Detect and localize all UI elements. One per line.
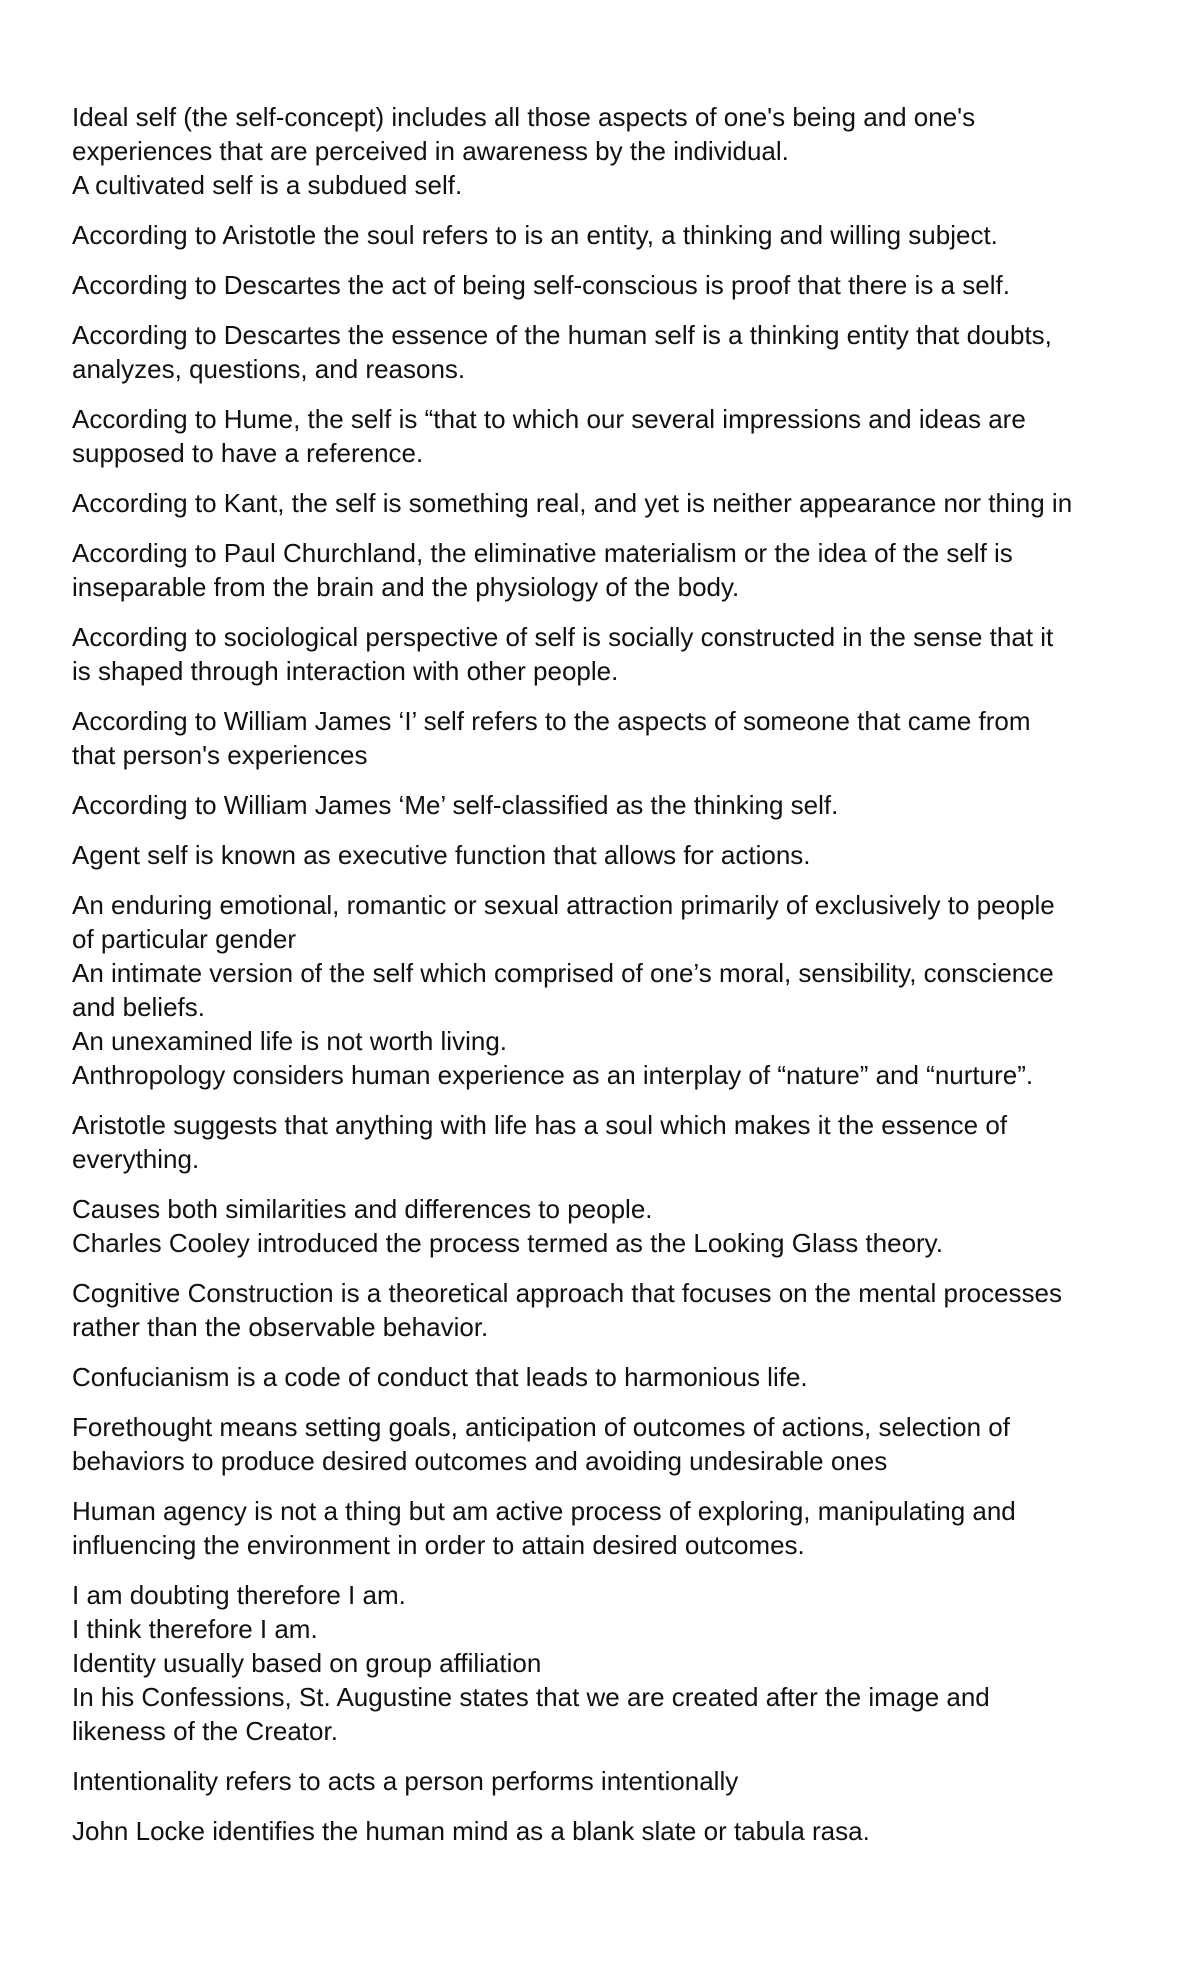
text-line: I am doubting therefore I am. xyxy=(72,1580,406,1610)
text-block xyxy=(72,318,1152,386)
text-line: Forethought means setting goals, anticipation of outcomes of actions, selection of xyxy=(72,1412,1010,1442)
text-line: An enduring emotional, romantic or sexual attraction primarily of exclusively to people xyxy=(72,890,1055,920)
text-line: Aristotle suggests that anything with life has a soul which makes it the essence of xyxy=(72,1110,1008,1140)
text-block xyxy=(72,788,1152,822)
text-line: Human agency is not a thing but am active process of exploring, manipulating and xyxy=(72,1496,1016,1526)
text-line: inseparable from the brain and the physiology of the body. xyxy=(72,572,740,602)
text-block xyxy=(72,704,1152,772)
text-block xyxy=(72,1108,1152,1176)
text-line: An intimate version of the self which comprised of one’s moral, sensibility, conscience xyxy=(72,958,1054,988)
text-block xyxy=(72,268,1152,302)
text-line: supposed to have a reference. xyxy=(72,438,424,468)
text-line: According to William James ‘I’ self refers to the aspects of someone that came from xyxy=(72,706,1031,736)
text-block xyxy=(72,888,1152,1092)
text-line: everything. xyxy=(72,1144,200,1174)
text-line: An unexamined life is not worth living. xyxy=(72,1026,508,1056)
text-line: I think therefore I am. xyxy=(72,1614,318,1644)
text-line: According to Aristotle the soul refers to is an entity, a thinking and willing subject. xyxy=(72,220,998,250)
text-line: influencing the environment in order to attain desired outcomes. xyxy=(72,1530,805,1560)
text-line: According to Hume, the self is “that to which our several impressions and ideas are xyxy=(72,404,1026,434)
text-block xyxy=(72,100,1152,202)
text-block xyxy=(72,1814,1152,1848)
text-line: Charles Cooley introduced the process termed as the Looking Glass theory. xyxy=(72,1228,943,1258)
text-line: experiences that are perceived in awareness by the individual. xyxy=(72,136,789,166)
text-line: Confucianism is a code of conduct that leads to harmonious life. xyxy=(72,1362,808,1392)
text-block xyxy=(72,218,1152,252)
text-line: A cultivated self is a subdued self. xyxy=(72,170,463,200)
text-line: is shaped through interaction with other people. xyxy=(72,656,619,686)
text-block xyxy=(72,486,1152,520)
text-line: analyzes, questions, and reasons. xyxy=(72,354,466,384)
text-line: In his Confessions, St. Augustine states that we are created after the image and xyxy=(72,1682,990,1712)
text-line: behaviors to produce desired outcomes and avoiding undesirable ones xyxy=(72,1446,888,1476)
text-block xyxy=(72,1276,1152,1344)
text-line: According to William James ‘Me’ self-classified as the thinking self. xyxy=(72,790,839,820)
text-block xyxy=(72,402,1152,470)
text-line: Causes both similarities and differences to people. xyxy=(72,1194,653,1224)
text-block xyxy=(72,1578,1152,1748)
text-line: According to Descartes the act of being self-conscious is proof that there is a self. xyxy=(72,270,1010,300)
text-block xyxy=(72,1360,1152,1394)
text-line: Ideal self (the self-concept) includes all those aspects of one's being and one's xyxy=(72,102,976,132)
text-block xyxy=(72,1494,1152,1562)
text-block xyxy=(72,620,1152,688)
text-line: According to sociological perspective of self is socially constructed in the sense that it xyxy=(72,622,1054,652)
text-block xyxy=(72,536,1152,604)
text-block xyxy=(72,1192,1152,1260)
text-line: that person's experiences xyxy=(72,740,368,770)
text-line: Identity usually based on group affiliation xyxy=(72,1648,542,1678)
text-line: According to Kant, the self is something real, and yet is neither appearance nor thing in xyxy=(72,488,1073,518)
document-page xyxy=(72,100,1152,1864)
text-line: Agent self is known as executive function that allows for actions. xyxy=(72,840,811,870)
text-line: According to Descartes the essence of the human self is a thinking entity that doubts, xyxy=(72,320,1052,350)
text-line: likeness of the Creator. xyxy=(72,1716,338,1746)
text-line: Intentionality refers to acts a person performs intentionally xyxy=(72,1766,739,1796)
text-line: John Locke identifies the human mind as a blank slate or tabula rasa. xyxy=(72,1816,870,1846)
text-line: and beliefs. xyxy=(72,992,205,1022)
text-line: According to Paul Churchland, the eliminative materialism or the idea of the self is xyxy=(72,538,1013,568)
text-line: Anthropology considers human experience as an interplay of “nature” and “nurture”. xyxy=(72,1060,1034,1090)
text-block xyxy=(72,1410,1152,1478)
text-line: of particular gender xyxy=(72,924,297,954)
text-block xyxy=(72,1764,1152,1798)
text-line: rather than the observable behavior. xyxy=(72,1312,489,1342)
text-line: Cognitive Construction is a theoretical approach that focuses on the mental processes xyxy=(72,1278,1062,1308)
text-block xyxy=(72,838,1152,872)
